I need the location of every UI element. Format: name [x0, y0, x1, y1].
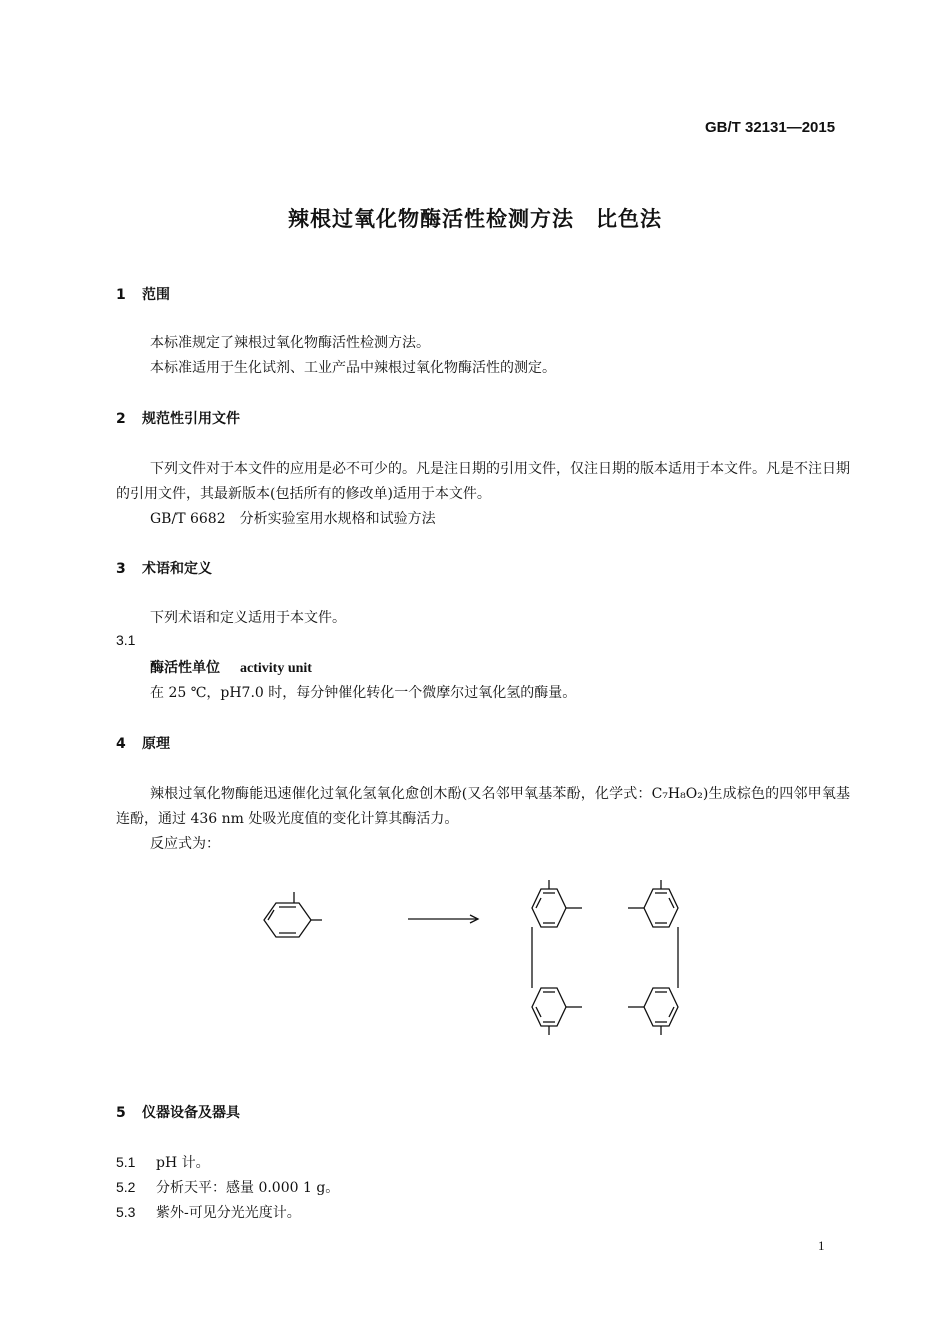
product-ring-bottom-right — [644, 988, 678, 1026]
section-5-title: 仪器设备及器具 — [142, 1105, 240, 1121]
item-number: 5.3 — [116, 1204, 136, 1220]
item-number: 5.2 — [116, 1179, 136, 1195]
section-5-heading — [116, 1102, 240, 1122]
term-chinese: 酶活性单位 — [150, 660, 220, 676]
section-3-paragraph: 下列术语和定义适用于本文件。 — [150, 610, 346, 626]
page-number: 1 — [818, 1238, 825, 1253]
ring-double-bond — [536, 898, 541, 908]
section-4-paragraph: 辣根过氧化物酶能迅速催化过氧化氢氧化愈创木酚(又名邻甲氧基苯酚，化学式：C₇H₈O₂)生成棕色的四邻甲氧基连酚，通过 436 nm 处吸光度值的变化计算其酶活力。 — [116, 786, 850, 827]
section-2-title: 规范性引用文件 — [142, 411, 240, 427]
item-text: pH 计。 — [156, 1155, 210, 1171]
term-definition: 在 25 ℃，pH7.0 时，每分钟催化转化一个微摩尔过氧化氢的酶量。 — [150, 685, 577, 701]
product-ring-bottom-left — [532, 988, 566, 1026]
term-english: activity unit — [240, 661, 312, 676]
subsection-3-1-number: 3.1 — [116, 632, 136, 648]
standard-code: GB/T 32131—2015 — [705, 119, 836, 136]
section-1-paragraph-1: 本标准规定了辣根过氧化物酶活性检测方法。 — [150, 335, 430, 351]
list-item — [116, 1202, 301, 1222]
ring-double-bond — [536, 1007, 541, 1017]
guaiacol-ring — [264, 903, 311, 937]
section-4-number: 4 — [116, 736, 126, 752]
section-1-number: 1 — [116, 287, 126, 303]
section-3-title: 术语和定义 — [142, 561, 212, 577]
section-4-title: 原理 — [142, 736, 170, 752]
section-1-paragraph-2: 本标准适用于生化试剂、工业产品中辣根过氧化物酶活性的测定。 — [150, 360, 556, 376]
item-number: 5.1 — [116, 1154, 136, 1170]
section-2-number: 2 — [116, 411, 126, 427]
item-text: 分析天平：感量 0.000 1 g。 — [156, 1180, 340, 1196]
ring-double-bond — [669, 1007, 674, 1017]
reaction-intro: 反应式为： — [150, 836, 220, 852]
ring-double-bond — [268, 910, 274, 920]
product-ring-top-left — [532, 889, 566, 927]
item-text: 紫外-可见分光光度计。 — [156, 1205, 301, 1221]
product-ring-top-right — [644, 889, 678, 927]
list-item — [116, 1177, 339, 1197]
document-title: 辣根过氧化物酶活性检测方法 比色法 — [288, 207, 662, 231]
normative-reference: GB/T 6682 分析实验室用水规格和试验方法 — [150, 511, 436, 527]
ring-double-bond — [669, 898, 674, 908]
section-2-paragraph: 下列文件对于本文件的应用是必不可少的。凡是注日期的引用文件，仅注日期的版本适用于本文件。凡是不注日期的引用文件，其最新版本(包括所有的修改单)适用于本文件。 — [116, 461, 850, 502]
section-3-number: 3 — [116, 561, 126, 577]
section-1-title: 范围 — [142, 287, 170, 303]
section-5-number: 5 — [116, 1105, 126, 1121]
list-item — [116, 1152, 210, 1172]
